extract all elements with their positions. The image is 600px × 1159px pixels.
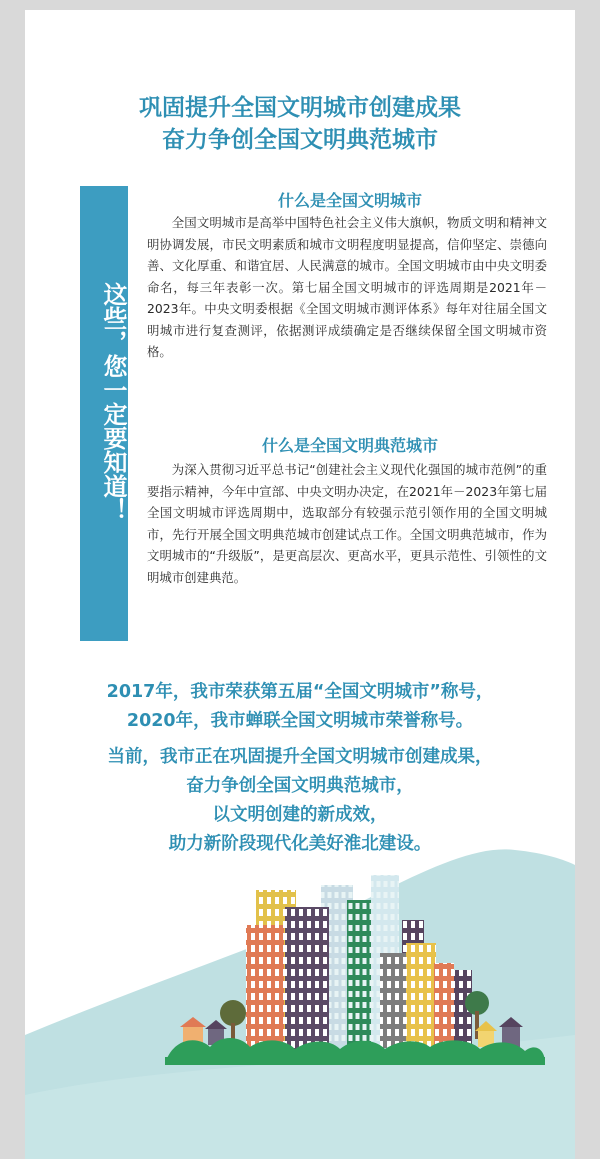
section-title-civilized-city: 什么是全国文明城市	[277, 191, 422, 210]
headline-line-2: 奋力争创全国文明典范城市	[162, 127, 438, 153]
closing-line: 2020年，我市蝉联全国文明城市荣誉称号。	[126, 711, 474, 731]
closing-line: 以文明创建的新成效，	[212, 805, 388, 825]
section-title-model-city: 什么是全国文明典范城市	[261, 436, 438, 455]
closing-line: 奋力争创全国文明典范城市，	[186, 776, 414, 796]
city-skyline-illustration	[25, 835, 575, 1159]
poster	[25, 10, 575, 1159]
closing-line: 当前，我市正在巩固提升全国文明城市创建成果，	[107, 747, 493, 767]
closing-line: 2017年，我市荣获第五届“全国文明城市”称号，	[106, 682, 494, 702]
sidebar-banner-text: 这些，您一定要知道！	[99, 282, 127, 522]
closing-line: 助力新阶段现代化美好淮北建设。	[168, 834, 432, 854]
section-body-civilized-city: 全国文明城市是高举中国特色社会主义伟大旗帜，物质文明和精神文明协调发展，市民文明素质和城市文明程度明显提高，信仰坚定、崇德向善、文化厚重、和谐宜居、人民满意的城市。全国文明城市由中央文明委命名，每三年表彰一次。第七届全国文明城市的评选周期是2021年－2023年。中央文明委根据《全国文明城市测评体系》每年对往届全国文明城市进行复查测评，依据测评成绩确定是否继续保留全国文明城市资格。	[147, 215, 547, 359]
sidebar-banner	[80, 186, 128, 641]
headline-line-1: 巩固提升全国文明城市创建成果	[139, 95, 461, 121]
section-body-model-city: 为深入贯彻习近平总书记“创建社会主义现代化强国的城市范例”的重要指示精神，今年中宣部、中央文明办决定，在2021年－2023年第七届全国文明城市评选周期中，选取部分有较强示范引领作用的全国文明城市，先行开展全国文明典范城市创建试点工作。全国文明典范城市，作为文明城市的“升级版”，是更高层次、更高水平，更具示范性、引领性的文明城市创建典范。	[147, 462, 547, 585]
